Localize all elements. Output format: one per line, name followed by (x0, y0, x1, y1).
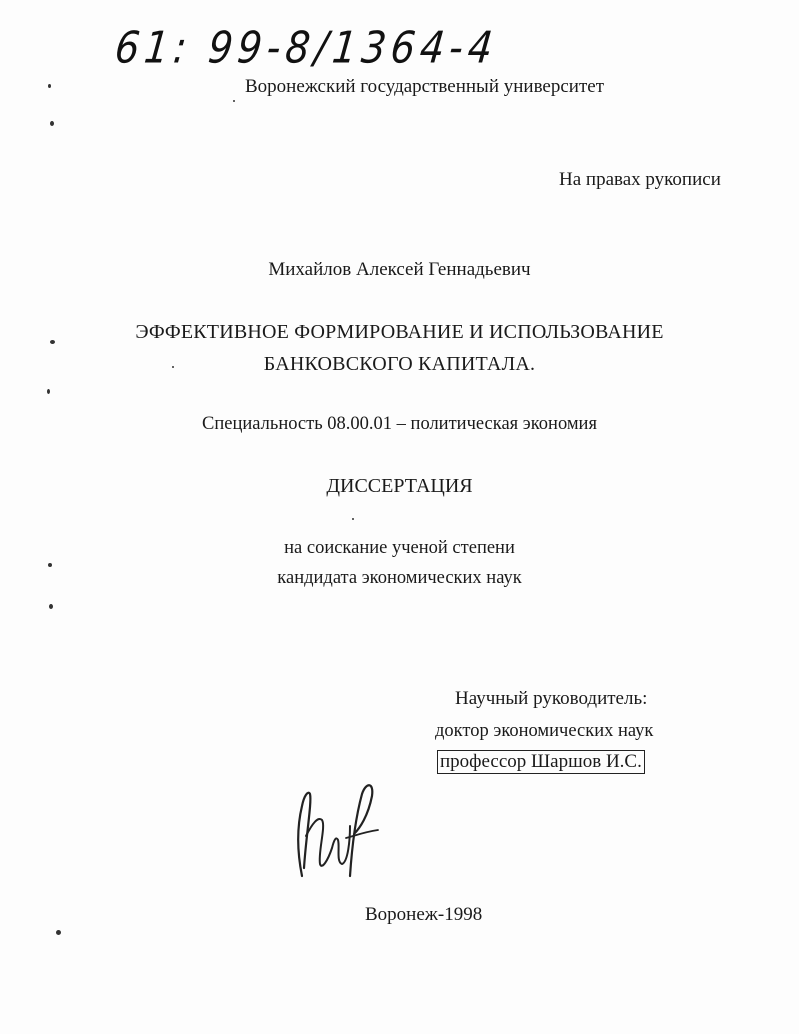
thesis-title-line-1: ЭФФЕКТИВНОЕ ФОРМИРОВАНИЕ И ИСПОЛЬЗОВАНИЕ (135, 321, 664, 343)
scan-speck (48, 84, 51, 88)
degree-line-2: кандидата экономических наук (277, 568, 522, 588)
scan-speck (50, 121, 54, 126)
thesis-title-line-2: БАНКОВСКОГО КАПИТАЛА. (263, 353, 536, 375)
document-type: ДИССЕРТАЦИЯ (326, 475, 473, 497)
scan-speck (47, 389, 50, 394)
scan-speck (233, 100, 235, 102)
degree-line-1: на соискание ученой степени (284, 538, 515, 558)
city-and-year: Воронеж-1998 (365, 904, 483, 925)
supervisor-label: Научный руководитель: (455, 688, 648, 709)
supervisor-name: профессор Шаршов И.С. (437, 750, 645, 774)
author-name: Михайлов Алексей Геннадьевич (268, 259, 531, 280)
scan-speck (49, 604, 53, 609)
scan-speck (56, 930, 61, 935)
handwritten-catalog-number: 61: 99-8/1364-4 (112, 22, 500, 73)
specialty: Специальность 08.00.01 – политическая экономия (202, 414, 597, 434)
signature-image (288, 776, 388, 886)
scan-speck (50, 340, 55, 344)
scan-speck (172, 366, 174, 368)
university-name: Воронежский государственный университет (245, 76, 605, 97)
scan-speck (352, 518, 354, 520)
scan-speck (48, 563, 52, 567)
supervisor-degree: доктор экономических наук (435, 721, 654, 741)
rights-note: На правах рукописи (559, 169, 721, 190)
